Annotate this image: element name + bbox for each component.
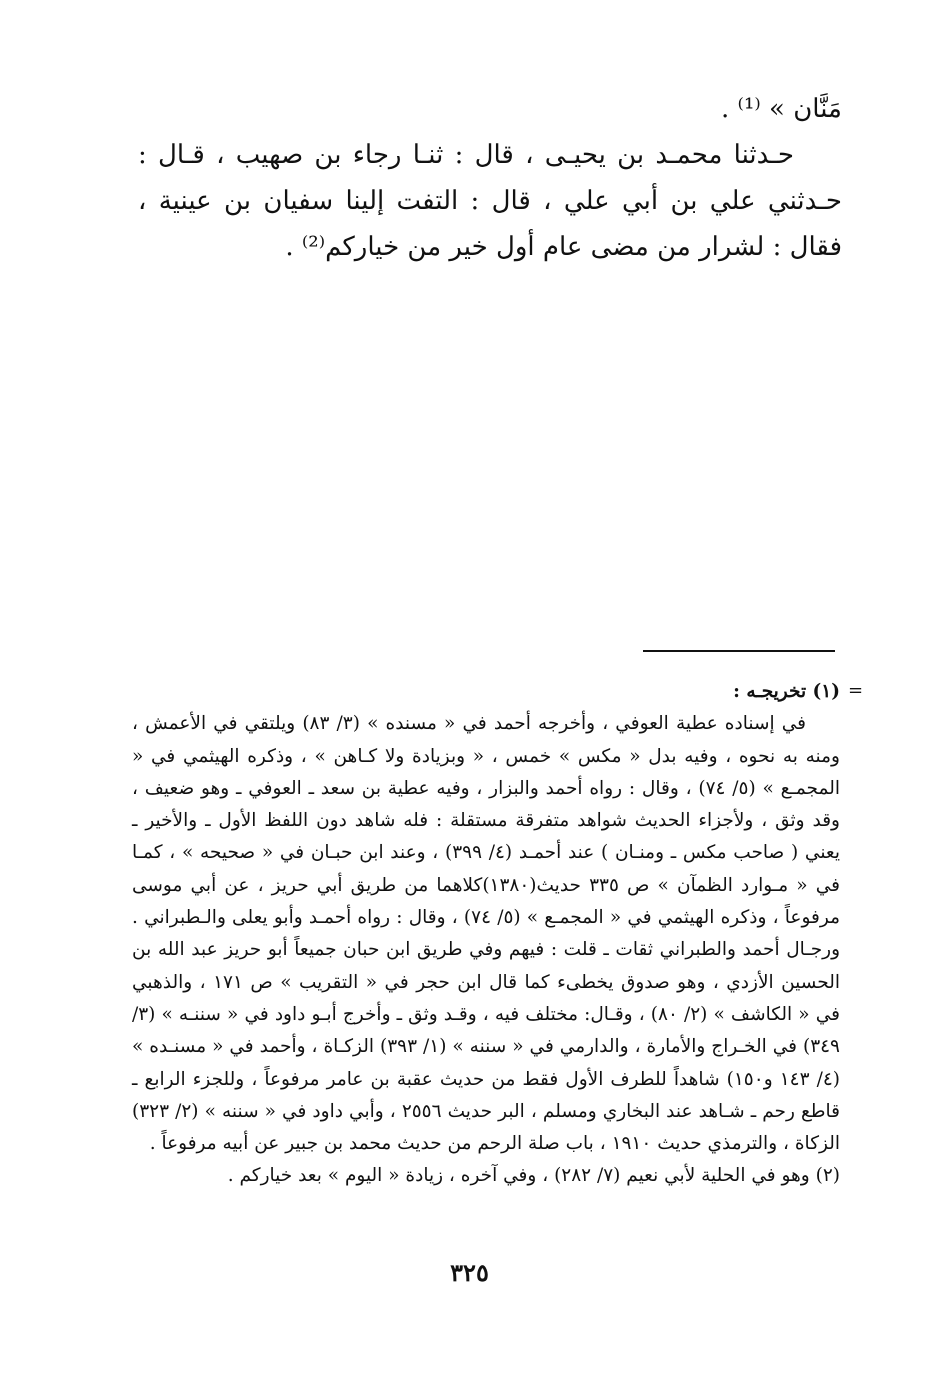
footnote-1-heading: (١) تخريجـه : (733, 681, 840, 702)
page-number: ٣٢٥ (450, 1258, 489, 1287)
continuation-marker: = (848, 680, 864, 701)
footnote-2: (٢) وهو في الحلية لأبي نعيم (٧/ ٢٨٢) ، وفي آخره ، زيادة « اليوم » بعد خياركم . (227, 1165, 840, 1187)
main-text (138, 86, 842, 270)
footnotes (132, 676, 840, 1193)
footnote-separator (643, 650, 835, 652)
main-paragraph: حـدثنا محمـد بن يحيـى ، قال : ثنـا رجاء بن صهيب ، قـال : حـدثني علي بن أبي علي ، قال : التفت إلينا سفيان بن عينية ، فقال : لشرار من مضى عام أول خير من خياركم⁽²⁾ . (138, 140, 842, 262)
footnote-1-body: في إسناده عطية العوفي ، وأخرجه أحمد في « مسنده » (٣/ ٨٣) ويلتقي في الأعمش ، ومنه به نحوه ، وفيه بدل « مكس » خمس ، « وبزيادة ولا كـاهن » ، وذكره الهيثمي في « المجمـع » (٥/ ٧٤) ، وقال : رواه أحمد والبزار ، وفيه عطية بن سعد ـ العوفي ـ وهو ضعيف ، وقد وثق ، ولأجزاء الحديث شواهد متفرقة مستقلة : فله شاهد دون اللفظ الأول ـ والأخير ـ يعني ( صاحب مكس ـ ومنـان ) عند أحمـد (٤/ ٣٩٩) ، وعند ابن حبـان في « صحيحه » ، كمـا في « مـوارد الظمآن » ص ٣٣٥ حديث(١٣٨٠)كلاهما من طريق أبي حريز ، عن أبي موسى مرفوعاً ، وذكره الهيثمي في « المجمـع » (٥/ ٧٤) ، وقال : رواه أحمـد وأبو يعلى والـطبراني . ورجـال أحمد والطبراني ثقات ـ قلت : فيهم وفي طريق ابن حبان جميعاً أبو حريز عبد الله بن الحسين الأزدي ، وهو صدوق يخطىء كما قال ابن حجر في « التقريب » ص ١٧١ ، والذهبي في « الكاشف » (٢/ ٨٠) ، وقـال: مختلف فيه ، وقـد وثق ـ وأخرج أبـو داود في « سننـه » (٣/ ٣٤٩) في الخـراج والأمارة ، والدارمي في « سننه » (١/ ٣٩٣) الزكـاة ، وأحمد في « مسنـده » (٤/ ١٤٣ و١٥٠) شاهداً للطرف الأول فقط من حديث عقبة بن عامر مرفوعاً ، وللجزء الرابع ـ قاطع رحم ـ شـاهد عند البخاري ومسلم ، البر حديث ٢٥٥٦ ، وأبي داود في « سننه » (٢/ ٣٢٣) الزكاة ، والترمذي حديث ١٩١٠ ، باب صلة الرحم من حديث محمد بن جبير عن أبيه مرفوعاً . (132, 713, 841, 1155)
main-line-1: مَنَّان » ⁽¹⁾ . (721, 94, 842, 124)
